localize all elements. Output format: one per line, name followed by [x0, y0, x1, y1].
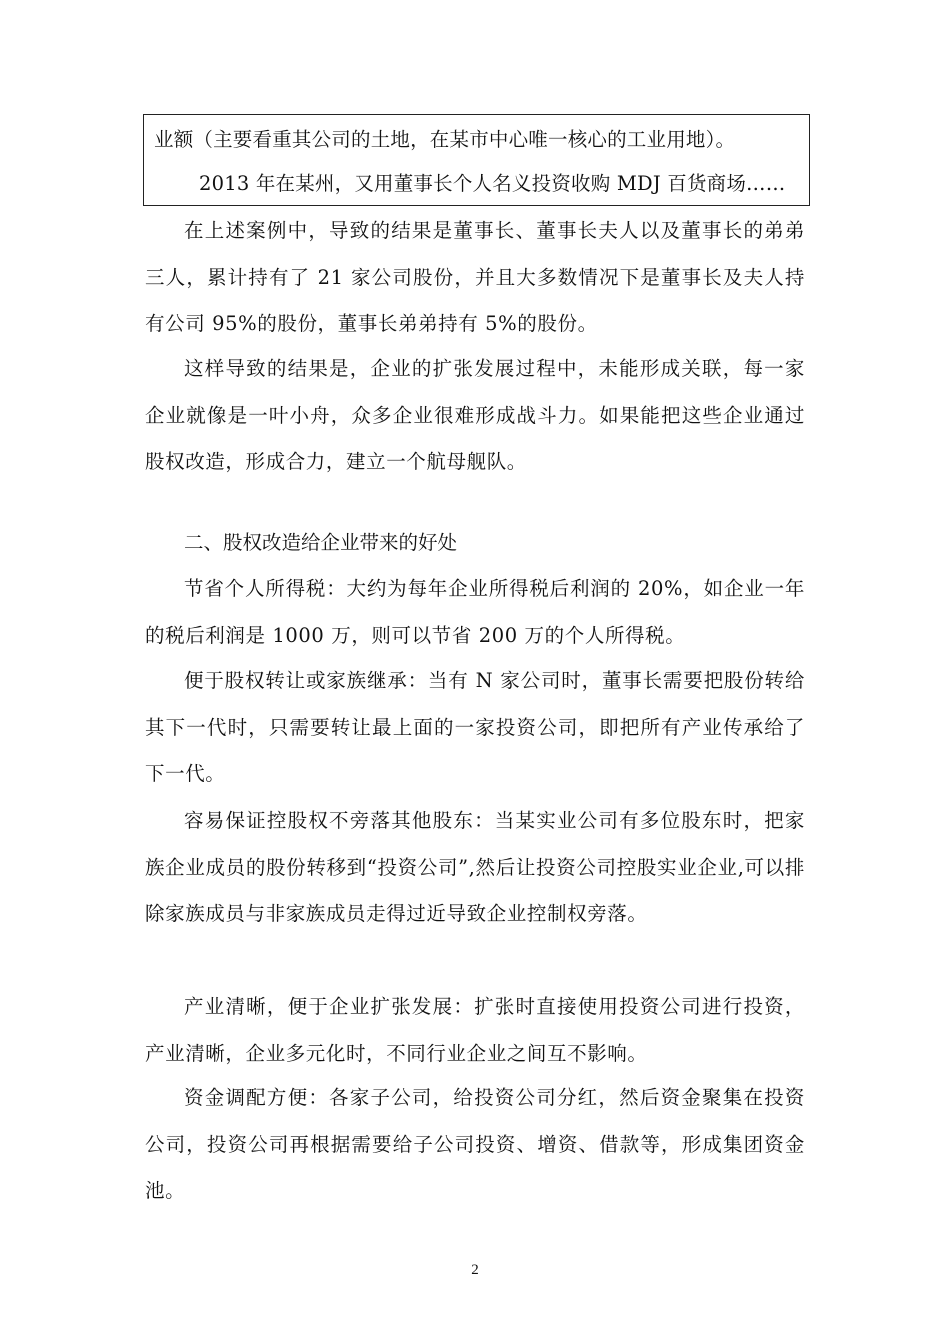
paragraph-succession: 便于股权转让或家族继承：当有 N 家公司时，董事长需要把股份转给其下一代时，只需要转让最上面的一家投资公司，即把所有产业传承给了下一代。 [145, 669, 805, 786]
paragraph-consequence: 这样导致的结果是，企业的扩张发展过程中，未能形成关联，每一家企业就像是一叶小舟，众多企业很难形成战斗力。如果能把这些企业通过股权改造，形成合力，建立一个航母舰队。 [145, 357, 805, 474]
paragraph-fund-pool: 资金调配方便：各家子公司，给投资公司分红，然后资金聚集在投资公司，投资公司再根据需要给子公司投资、增资、借款等，形成集团资金池。 [145, 1086, 805, 1203]
paragraph-case-result: 在上述案例中，导致的结果是董事长、董事长夫人以及董事长的弟弟三人，累计持有了 21 家公司股份，并且大多数情况下是董事长及夫人持有公司 95%的股份，董事长弟弟持有 5%的股份。 [145, 219, 805, 336]
paragraph-expansion: 产业清晰，便于企业扩张发展：扩张时直接使用投资公司进行投资，产业清晰，企业多元化时，不同行业企业之间互不影响。 [145, 995, 805, 1065]
box-text-line: 业额（主要看重其公司的土地，在某市中心唯一核心的工业用地）。 [154, 128, 736, 151]
section-heading: 二、股权改造给企业带来的好处 [184, 531, 458, 554]
paragraph-control: 容易保证控股权不旁落其他股东：当某实业公司有多位股东时，把家族企业成员的股份转移到“投资公司”,然后让投资公司控股实业企业,可以排除家族成员与非家族成员走得过近导致企业控制权旁落。 [145, 809, 805, 926]
paragraph-tax-saving: 节省个人所得税：大约为每年企业所得税后利润的 20%，如企业一年的税后利润是 1000 万，则可以节省 200 万的个人所得税。 [145, 577, 805, 647]
page-number: 2 [471, 1262, 479, 1278]
quoted-case-box [143, 114, 810, 206]
box-text-line: 2013 年在某州，又用董事长个人名义投资收购 MDJ 百货商场…… [199, 172, 786, 195]
